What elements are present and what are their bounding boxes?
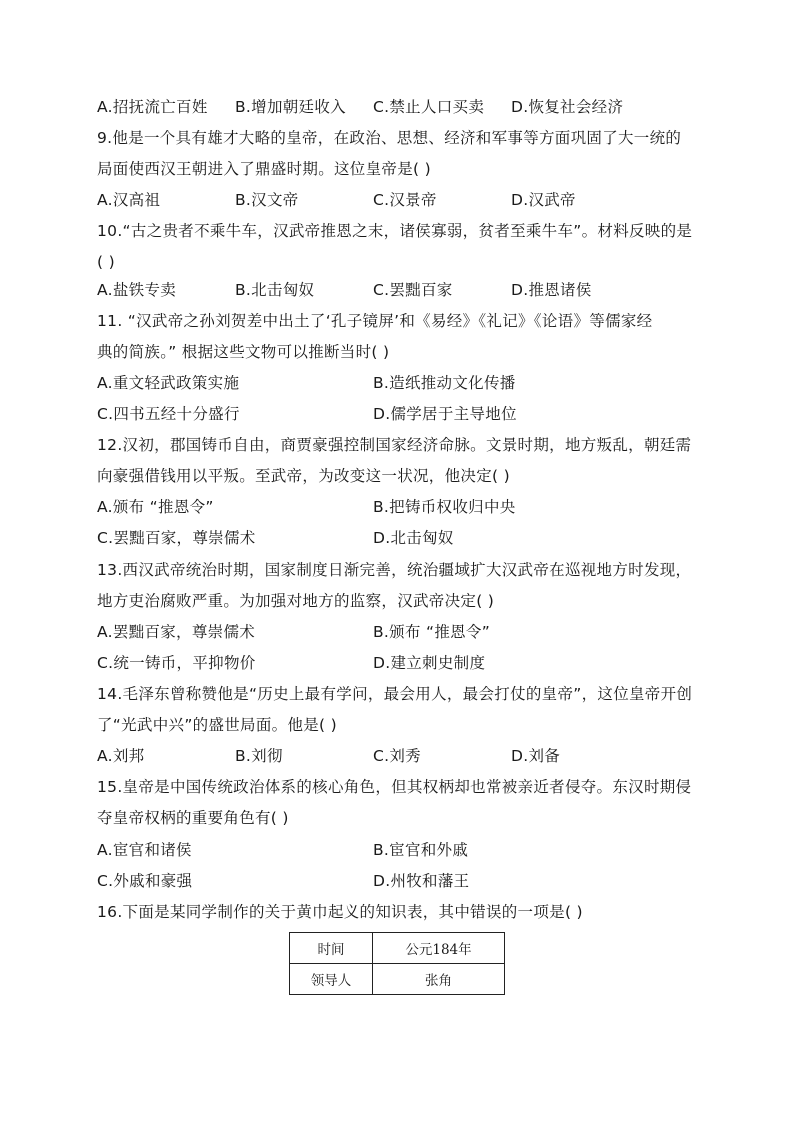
q15-option-a: A.宦官和诸侯	[97, 841, 192, 859]
q14-option-d: D.刘备	[511, 747, 561, 765]
q10-option-d: D.推恩诸侯	[511, 281, 592, 299]
q12-option-a: A.颁布 “推恩令”	[97, 498, 214, 516]
table-row	[290, 964, 505, 995]
q10-option-c: C.罢黜百家	[373, 281, 453, 299]
q9-option-d: D.汉武帝	[511, 191, 576, 209]
q11-option-a: A.重文轻武政策实施	[97, 374, 240, 392]
table-key-leader: 领导人	[290, 964, 373, 995]
q12-stem-line2: 向豪强借钱用以平叛。至武帝，为改变这一状况，他决定( )	[97, 467, 510, 485]
table-key-time: 时间	[290, 933, 373, 964]
q12-option-d: D.北击匈奴	[373, 529, 454, 547]
q14-option-a: A.刘邦	[97, 747, 145, 765]
q10-option-a: A.盐铁专卖	[97, 281, 177, 299]
q10-stem-line2: ( )	[97, 253, 115, 271]
q8-option-d: D.恢复社会经济	[511, 98, 624, 116]
q12-stem-line1: 12.汉初，郡国铸币自由，商贾豪强控制国家经济命脉。文景时期，地方叛乱，朝廷需	[97, 436, 692, 454]
q15-option-b: B.宦官和外戚	[373, 841, 469, 859]
q10-option-b: B.北击匈奴	[235, 281, 315, 299]
q11-option-c: C.四书五经十分盛行	[97, 405, 240, 423]
table-value-leader: 张角	[373, 964, 505, 995]
q15-stem-line2: 夺皇帝权柄的重要角色有( )	[97, 809, 289, 827]
q11-stem-line1: 11. “汉武帝之孙刘贺差中出土了‘孔子镜屏’和《易经》《礼记》《论语》等儒家经	[97, 312, 653, 330]
q11-stem-line2: 典的简族。” 根据这些文物可以推断当时( )	[97, 343, 390, 361]
q15-option-c: C.外戚和豪强	[97, 872, 193, 890]
q13-option-a: A.罢黜百家，尊崇儒术	[97, 623, 256, 641]
q11-option-d: D.儒学居于主导地位	[373, 405, 517, 423]
q11-option-b: B.造纸推动文化传播	[373, 374, 516, 392]
q13-stem-line2: 地方吏治腐败严重。为加强对地方的监察，汉武帝决定( )	[97, 592, 495, 610]
q9-option-b: B.汉文帝	[235, 191, 299, 209]
q8-option-a: A.招抚流亡百姓	[97, 98, 208, 116]
table-row	[290, 933, 505, 964]
table-value-time: 公元184年	[373, 933, 505, 964]
q15-option-d: D.州牧和藩王	[373, 872, 470, 890]
q13-stem-line1: 13.西汉武帝统治时期，国家制度日渐完善，统治疆域扩大汉武帝在巡视地方时发现，	[97, 561, 692, 579]
q13-option-c: C.统一铸币，平抑物价	[97, 654, 256, 672]
q10-stem-line1: 10.“古之贵者不乘牛车，汉武帝推恩之末，诸侯寡弱，贫者至乘牛车”。材料反映的是	[97, 222, 693, 240]
q9-option-a: A.汉高祖	[97, 191, 161, 209]
q14-stem-line1: 14.毛泽东曾称赞他是“历史上最有学问，最会用人，最会打仗的皇帝”，这位皇帝开创	[97, 685, 693, 703]
q14-stem-line2: 了“光武中兴”的盛世局面。他是( )	[97, 716, 337, 734]
q16-stem: 16.下面是某同学制作的关于黄巾起义的知识表，其中错误的一项是( )	[97, 903, 583, 921]
q12-option-b: B.把铸币权收归中央	[373, 498, 516, 516]
q13-option-d: D.建立刺史制度	[373, 654, 486, 672]
yellow-turban-info-table	[289, 932, 505, 995]
q8-option-b: B.增加朝廷收入	[235, 98, 346, 116]
q14-option-c: C.刘秀	[373, 747, 421, 765]
q9-stem-line1: 9.他是一个具有雄才大略的皇帝，在政治、思想、经济和军事等方面巩固了大一统的	[97, 129, 682, 147]
q8-option-c: C.禁止人口买卖	[373, 98, 485, 116]
q12-option-c: C.罢黜百家，尊崇儒术	[97, 529, 256, 547]
q15-stem-line1: 15.皇帝是中国传统政治体系的核心角色，但其权柄却也常被亲近者侵夺。东汉时期侵	[97, 778, 692, 796]
q13-option-b: B.颁布 “推恩令”	[373, 623, 491, 641]
q14-option-b: B.刘彻	[235, 747, 283, 765]
q9-option-c: C.汉景帝	[373, 191, 437, 209]
q9-stem-line2: 局面使西汉王朝进入了鼎盛时期。这位皇帝是( )	[97, 160, 431, 178]
